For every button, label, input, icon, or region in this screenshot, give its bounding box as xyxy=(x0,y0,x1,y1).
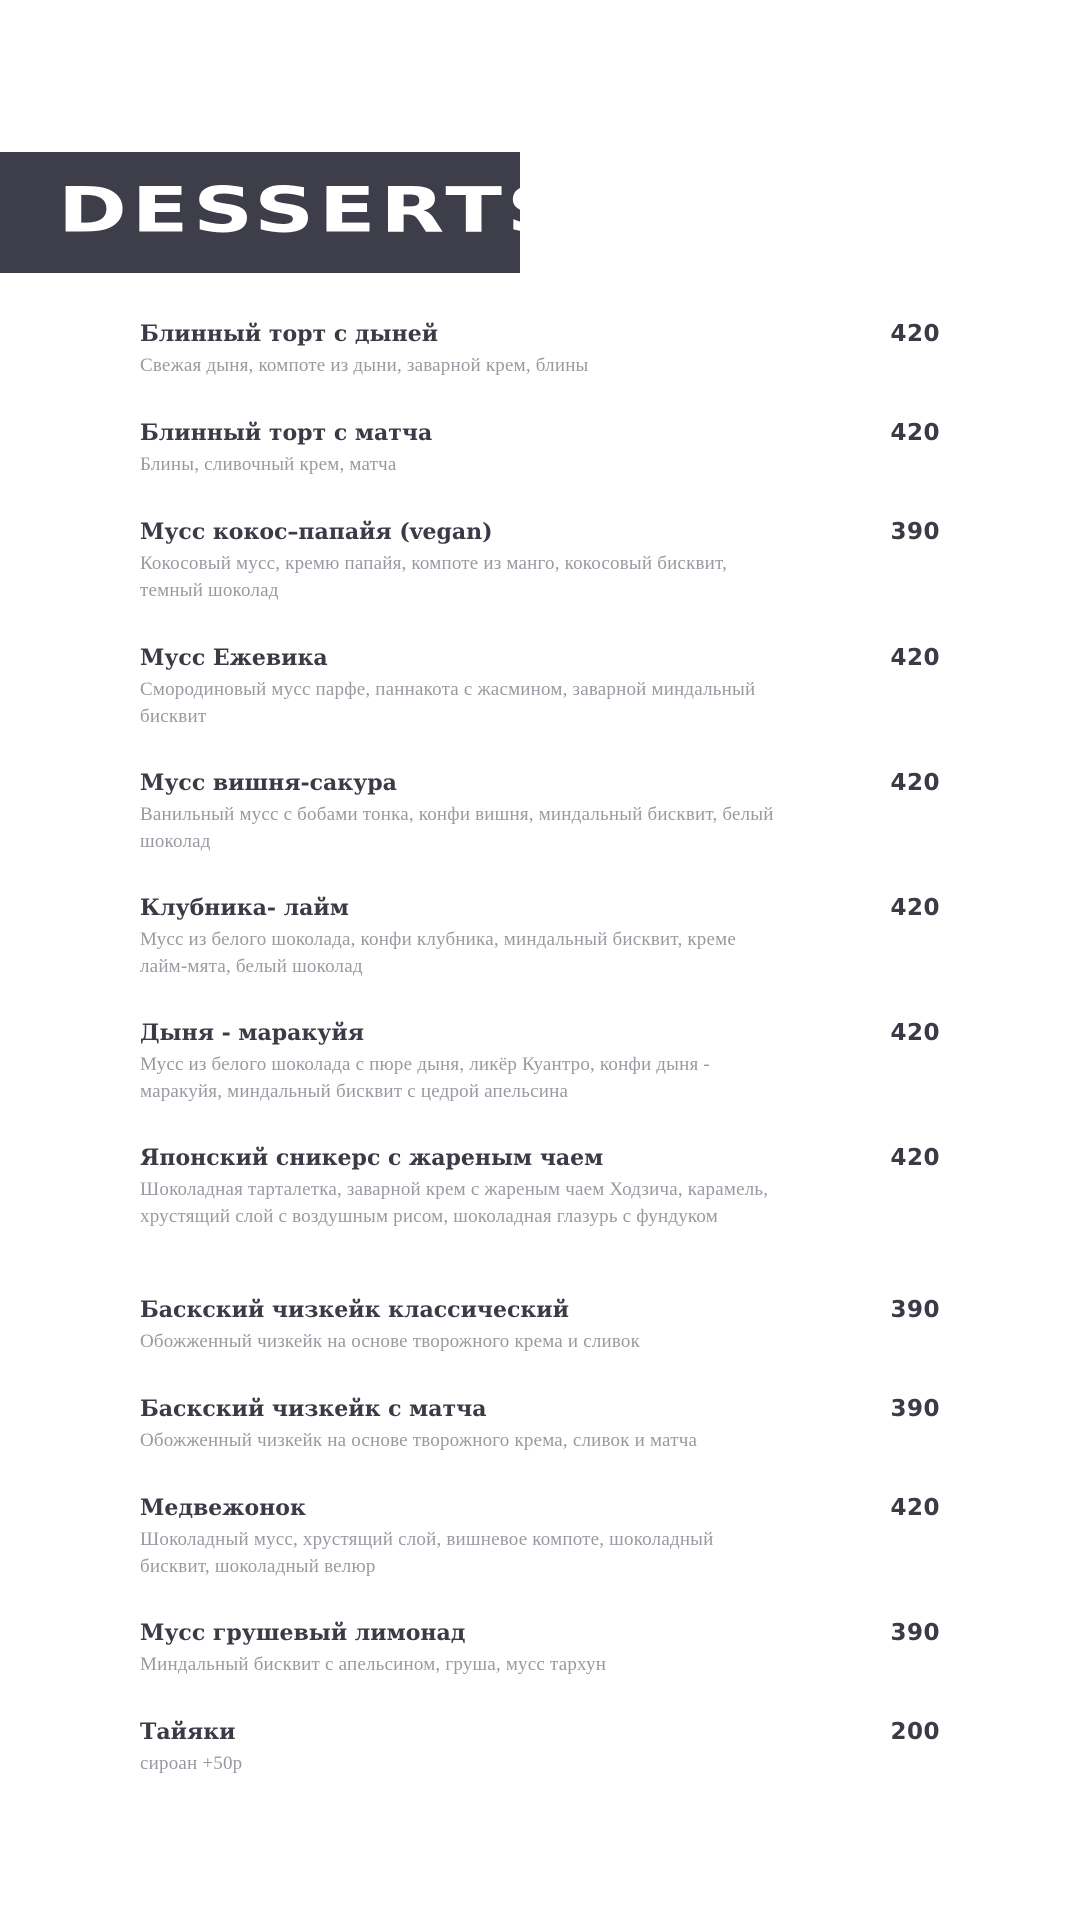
item-description: Мусс из белого шоколада, конфи клубника, миндальный бисквит, креме лайм-мята, белый шоколад xyxy=(140,929,736,977)
item-description: Обожженный чизкейк на основе творожного крема и сливок xyxy=(140,1331,641,1352)
item-name: Блинный торт с матча xyxy=(140,420,433,446)
menu-item xyxy=(140,318,940,379)
item-description: Обожженный чизкейк на основе творожного крема, сливок и матча xyxy=(140,1430,698,1451)
item-description: Смородиновый мусс парфе, паннакота с жасмином, заварной миндальный бисквит xyxy=(140,679,756,727)
item-description: Шоколадный мусс, хрустящий слой, вишневое компоте, шоколадный бисквит, шоколадный велюр xyxy=(140,1529,714,1577)
item-description: Блины, сливочный крем, матча xyxy=(140,454,397,475)
item-name: Мусс кокос–папайя (vegan) xyxy=(140,519,493,545)
item-name: Мусс вишня-сакура xyxy=(140,770,397,796)
item-description: Миндальный бисквит с апельсином, груша, мусс тархун xyxy=(140,1654,607,1675)
menu-item xyxy=(140,767,940,855)
menu-item xyxy=(140,642,940,730)
menu-item xyxy=(140,1294,940,1355)
item-price: 390 xyxy=(890,1297,940,1323)
item-name: Медвежонок xyxy=(140,1495,306,1521)
menu-item xyxy=(140,1492,940,1580)
item-price: 390 xyxy=(890,519,940,545)
item-price: 420 xyxy=(890,895,940,921)
item-name: Мусс Ежевика xyxy=(140,645,328,671)
item-description: Кокосовый мусс, кремю папайя, компоте из манго, кокосовый бисквит, темный шоколад xyxy=(140,553,728,601)
item-name: Клубника- лайм xyxy=(140,895,349,921)
menu-item xyxy=(140,1393,940,1454)
item-description: Мусс из белого шоколада с пюре дыня, ликёр Куантро, конфи дыня - маракуйя, миндальный бисквит с цедрой апельсина xyxy=(140,1054,710,1102)
header-banner xyxy=(0,152,572,273)
item-price: 420 xyxy=(890,1020,940,1046)
item-description: Ванильный мусс с бобами тонка, конфи вишня, миндальный бисквит, белый шоколад xyxy=(140,804,774,852)
menu-item xyxy=(140,892,940,980)
item-price: 390 xyxy=(890,1396,940,1422)
item-name: Баскский чизкейк классический xyxy=(140,1297,569,1323)
item-name: Японский сникерс с жареным чаем xyxy=(140,1145,604,1171)
menu-item xyxy=(140,417,940,478)
item-name: Тайяки xyxy=(140,1719,236,1745)
menu-item xyxy=(140,1142,940,1230)
item-price: 420 xyxy=(890,420,940,446)
item-name: Мусс грушевый лимонад xyxy=(140,1620,466,1646)
item-price: 390 xyxy=(890,1620,940,1646)
item-price: 420 xyxy=(890,1145,940,1171)
menu-item xyxy=(140,516,940,604)
menu-item xyxy=(140,1017,940,1105)
item-price: 200 xyxy=(890,1719,940,1745)
menu-item xyxy=(140,1716,940,1777)
item-price: 420 xyxy=(890,645,940,671)
item-description: Шоколадная тарталетка, заварной крем с жареным чаем Ходзича, карамель, хрустящий слой с воздушным рисом, шоколадная глазурь с фундуком xyxy=(140,1179,769,1227)
item-name: Блинный торт с дыней xyxy=(140,321,439,347)
item-price: 420 xyxy=(890,1495,940,1521)
page-title: DESSERTS xyxy=(58,174,572,248)
item-name: Баскский чизкейк с матча xyxy=(140,1396,487,1422)
menu-item xyxy=(140,1617,940,1678)
item-price: 420 xyxy=(890,321,940,347)
item-description: сироан +50р xyxy=(140,1753,243,1774)
item-price: 420 xyxy=(890,770,940,796)
item-name: Дыня - маракуйя xyxy=(140,1020,364,1046)
item-description: Свежая дыня, компоте из дыни, заварной крем, блины xyxy=(140,355,589,376)
